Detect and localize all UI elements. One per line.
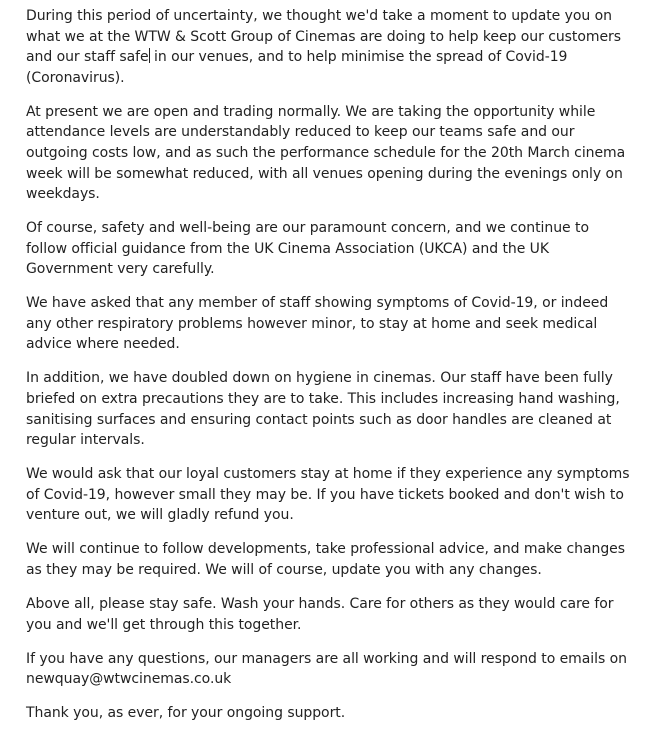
paragraph-updates: We will continue to follow developments, take professional advice, and make changes as they may be required. We will of course, update you with any changes. (26, 541, 625, 578)
contact-email: newquay@wtwcinemas.co.uk (26, 671, 232, 688)
paragraph-staff: We have asked that any member of staff showing symptoms of Covid-19, or indeed any other respiratory problems however minor, to stay at home and seek medical advice where needed. (26, 295, 609, 353)
paragraph-intro (26, 6, 632, 88)
paragraph-contact (26, 649, 632, 690)
article-body (26, 6, 632, 737)
paragraph-stay-safe: Above all, please stay safe. Wash your hands. Care for others as they would care for you and we'll get through this together. (26, 595, 614, 633)
contact-text: If you have any questions, our managers are all working and will respond to emails on (26, 650, 627, 667)
paragraph-hygiene: In addition, we have doubled down on hygiene in cinemas. Our staff have been fully briefed on extra precautions they are to take. This includes increasing hand washing, sanitising surfaces and ensuring contact points such as door handles are cleaned at regular intervals. (26, 370, 620, 449)
paragraph-thanks: Thank you, as ever, for your ongoing support. (26, 705, 346, 722)
intro-text-start: During this period of uncertainty, we thought we'd take a moment to update you on what we at the WTW & Scott Group of Cinemas are doing to help keep our customers and our staff safe (26, 8, 621, 66)
intro-text-end: in our venues, and to help minimise the spread of Covid-19 (Coronavirus). (26, 49, 568, 86)
paragraph-safety: Of course, safety and well-being are our paramount concern, and we continue to follow official guidance from the UK Cinema Association (UKCA) and the UK Government very carefully. (26, 220, 589, 278)
paragraph-trading: At present we are open and trading normally. We are taking the opportunity while attendance levels are understandably reduced to keep our teams safe and our outgoing costs low, and as such the performance schedule for the 20th March cinema week will be somewhat reduced, with all venues opening during the evenings only on weekdays. (26, 103, 626, 203)
paragraph-customers: We would ask that our loyal customers stay at home if they experience any symptoms of Covid-19, however small they may be. If you have tickets booked and don't wish to venture out, we will gladly refund you. (26, 466, 630, 524)
